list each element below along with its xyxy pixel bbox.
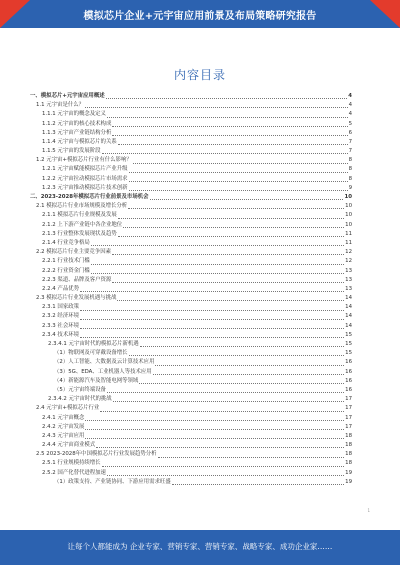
toc-dot-leader [91, 264, 344, 265]
toc-entry-title: 1.1.1 元宇宙的概念及定义 [42, 111, 106, 118]
toc-entry-title: 2.2.1 行业技术门槛 [42, 258, 90, 265]
toc-dot-leader [91, 273, 344, 274]
toc-entry-title: 2.5 2023-2028年中国模拟芯片行业发展趋势分析 [36, 451, 157, 458]
toc-entry-title: 2.4.3 元宇宙应用 [42, 432, 85, 439]
table-of-contents [30, 92, 352, 487]
toc-entry-page: 12 [345, 249, 352, 256]
toc-entry-page: 9 [348, 184, 352, 191]
toc-entry[interactable] [30, 211, 352, 220]
toc-dot-leader [140, 346, 344, 347]
toc-entry-page: 7 [348, 148, 352, 155]
toc-entry-title: 一、模拟芯片+元宇宙应用概述 [30, 92, 105, 99]
toc-entry[interactable] [30, 230, 352, 239]
toc-entry-page: 11 [345, 230, 352, 237]
toc-entry[interactable] [30, 175, 352, 184]
page-number: 1 [367, 508, 370, 513]
toc-entry-page: 16 [345, 359, 352, 366]
toc-entry-title: （1）政策支持、产业链协同、下游应用需求旺盛 [54, 478, 171, 485]
toc-entry[interactable] [30, 120, 352, 129]
toc-entry[interactable] [30, 248, 352, 257]
toc-entry[interactable] [30, 423, 352, 432]
toc-entry-title: （3）5G、EDA、工业机器人等技术应用 [54, 368, 152, 375]
toc-entry-title: 2.1.1 模拟芯片行业规模及发展 [42, 212, 117, 219]
toc-dot-leader [150, 199, 344, 200]
toc-dot-leader [112, 135, 347, 136]
toc-entry-title: 2.2 模拟芯片行业主要竞争因素 [36, 249, 111, 256]
toc-entry[interactable] [30, 294, 352, 303]
toc-entry[interactable] [30, 331, 352, 340]
toc-entry-page: 17 [345, 405, 352, 412]
toc-dot-leader [100, 411, 344, 412]
toc-entry[interactable] [30, 92, 352, 101]
toc-dot-leader [139, 383, 344, 384]
toc-dot-leader [112, 254, 344, 255]
toc-dot-leader [172, 484, 345, 485]
toc-entry-title: 2.3.4 技术环境 [42, 331, 79, 338]
toc-entry-page: 12 [345, 258, 352, 265]
toc-entry[interactable] [30, 404, 352, 413]
toc-dot-leader [102, 466, 345, 467]
toc-dot-leader [133, 163, 348, 164]
toc-entry-page: 19 [345, 469, 352, 476]
toc-entry-title: （5）元宇宙终端设备 [54, 386, 106, 393]
toc-entry-title: 2.3.2 经济环境 [42, 313, 79, 320]
toc-entry-title: 1.2.1 元宇宙赋能模拟芯片产业升级 [42, 166, 128, 173]
toc-entry[interactable] [30, 303, 352, 312]
toc-dot-leader [153, 374, 344, 375]
toc-entry[interactable] [30, 101, 352, 110]
toc-entry[interactable] [30, 460, 352, 469]
toc-entry-title: （2）人工智能、大数据及云计算技术应用 [54, 359, 155, 366]
report-title: 模拟芯片企业+元宇宙应用前景及布局策略研究报告 [83, 11, 317, 22]
toc-entry-page: 4 [348, 111, 352, 118]
toc-entry[interactable] [30, 156, 352, 165]
toc-entry-title: 1.1.3 元宇宙产业链结构分析 [42, 129, 112, 136]
toc-entry[interactable] [30, 110, 352, 119]
toc-entry[interactable] [30, 395, 352, 404]
toc-entry-title: 2.1.2 上下游产业链中各企业地位 [42, 221, 123, 228]
toc-dot-leader [118, 236, 344, 237]
toc-entry-page: 15 [345, 331, 352, 338]
toc-entry[interactable] [30, 432, 352, 441]
toc-entry[interactable] [30, 469, 352, 478]
toc-entry-page: 4 [348, 92, 352, 99]
toc-entry-page: 18 [345, 432, 352, 439]
toc-entry-title: 2.3 模拟芯片行业发展机遇与挑战 [36, 295, 117, 302]
toc-entry-page: 18 [345, 451, 352, 458]
toc-entry-page: 8 [348, 157, 352, 164]
toc-dot-leader [85, 420, 344, 421]
toc-dot-leader [85, 107, 348, 108]
toc-entry-page: 14 [345, 304, 352, 311]
toc-dot-leader [129, 355, 345, 356]
toc-entry-title: 1.1.5 元宇宙的发展阶段 [42, 148, 101, 155]
toc-entry-title: 二、2023-2028年模拟芯片行业前景及市场机会 [30, 194, 149, 201]
toc-entry[interactable] [30, 368, 352, 377]
toc-entry-title: 2.3.4.1 元宇宙时代的模拟芯片新机遇 [48, 341, 139, 348]
toc-entry-title: （4）新能源汽车及智能电网等领域 [54, 377, 139, 384]
toc-entry-page: 6 [348, 129, 352, 136]
toc-entry-page: 5 [348, 120, 352, 127]
toc-dot-leader [128, 208, 344, 209]
footer-slogan: 让每个人都能成为 企业专家、营销专家、营销专家、战略专家、成功企业家…… [67, 542, 333, 551]
toc-dot-leader [129, 190, 348, 191]
toc-dot-leader [80, 291, 344, 292]
toc-entry[interactable] [30, 358, 352, 367]
toc-dot-leader [113, 401, 344, 402]
toc-entry-title: 2.2.2 行业资金门槛 [42, 267, 90, 274]
toc-entry-title: 1.2.2 元宇宙拉动模拟芯片市场需求 [42, 175, 128, 182]
toc-dot-leader [129, 181, 348, 182]
toc-entry-page: 18 [345, 442, 352, 449]
toc-heading: 内容目录 [173, 68, 226, 82]
toc-dot-leader [112, 282, 344, 283]
toc-entry[interactable] [30, 166, 352, 175]
toc-entry-page: 10 [345, 203, 352, 210]
toc-dot-leader [107, 117, 348, 118]
toc-entry-page: 10 [345, 212, 352, 219]
toc-dot-leader [80, 337, 344, 338]
toc-entry[interactable] [30, 340, 352, 349]
report-header-banner [0, 0, 400, 28]
toc-entry-page: 13 [345, 285, 352, 292]
toc-dot-leader [85, 429, 344, 430]
toc-entry-title: 2.3.1 国家政策 [42, 304, 79, 311]
toc-entry-page: 18 [345, 460, 352, 467]
toc-entry-page: 16 [345, 368, 352, 375]
toc-dot-leader [118, 144, 348, 145]
toc-entry-title: 2.4.2 元宇宙发展 [42, 423, 85, 430]
toc-dot-leader [96, 447, 344, 448]
toc-entry-page: 8 [348, 175, 352, 182]
toc-entry-title: 2.5.1 行业规模持续增长 [42, 460, 101, 467]
toc-entry-title: 2.5.2 国产化替代进程加速 [42, 469, 106, 476]
toc-entry[interactable] [30, 414, 352, 423]
toc-entry-title: 2.3.3 社会环境 [42, 322, 79, 329]
toc-entry-title: 2.2.3 渠道、品牌及客户资源 [42, 276, 112, 283]
toc-entry[interactable] [30, 221, 352, 230]
toc-dot-leader [155, 365, 344, 366]
toc-entry-page: 17 [345, 423, 352, 430]
toc-entry-page: 15 [345, 341, 352, 348]
toc-entry-page: 19 [345, 478, 352, 485]
toc-dot-leader [106, 98, 348, 99]
toc-dot-leader [118, 218, 344, 219]
toc-entry-title: 1.2.3 元宇宙推动模拟芯片技术创新 [42, 184, 128, 191]
toc-entry-page: 11 [345, 239, 352, 246]
toc-entry[interactable] [30, 129, 352, 138]
toc-entry-page: 7 [348, 138, 352, 145]
toc-entry[interactable] [30, 386, 352, 395]
toc-entry[interactable] [30, 202, 352, 211]
toc-entry-title: 2.4.4 元宇宙商业模式 [42, 442, 96, 449]
toc-entry[interactable] [30, 267, 352, 276]
toc-entry-page: 4 [348, 102, 352, 109]
toc-entry-title: 2.1 模拟芯片行业市场规模及增长分析 [36, 203, 128, 210]
toc-entry[interactable] [30, 147, 352, 156]
toc-dot-leader [107, 392, 344, 393]
toc-dot-leader [102, 153, 348, 154]
toc-entry-page: 10 [344, 194, 352, 201]
toc-entry-page: 14 [345, 313, 352, 320]
toc-entry-title: 1.2 元宇宙+模拟芯片行业有什么影响？ [36, 157, 132, 164]
toc-entry-title: 2.4 元宇宙+模拟芯片行业 [36, 405, 100, 412]
toc-dot-leader [112, 126, 347, 127]
toc-entry-page: 16 [345, 386, 352, 393]
toc-entry[interactable] [30, 349, 352, 358]
toc-entry[interactable] [30, 450, 352, 459]
toc-entry-title: 1.1.4 元宇宙与模拟芯片的关系 [42, 138, 117, 145]
toc-entry[interactable] [30, 441, 352, 450]
toc-dot-leader [80, 310, 344, 311]
toc-entry[interactable] [30, 285, 352, 294]
toc-dot-leader [129, 172, 348, 173]
toc-entry[interactable] [30, 377, 352, 386]
toc-entry-title: （1）物联网及可穿戴设备增长 [54, 350, 128, 357]
toc-entry-page: 15 [345, 350, 352, 357]
toc-entry-page: 17 [345, 396, 352, 403]
toc-entry-title: 2.1.3 行业整体发展现状及趋势 [42, 230, 117, 237]
toc-entry-title: 1.1 元宇宙是什么？ [36, 102, 85, 109]
footer-banner [0, 530, 400, 565]
toc-entry[interactable] [30, 322, 352, 331]
toc-entry[interactable] [30, 478, 352, 487]
toc-dot-leader [117, 300, 344, 301]
toc-entry-page: 10 [345, 221, 352, 228]
toc-dot-leader [85, 438, 344, 439]
toc-entry-title: 2.2.4 产品优势 [42, 285, 79, 292]
toc-entry-title: 2.4.1 元宇宙概念 [42, 414, 85, 421]
toc-entry-page: 16 [345, 377, 352, 384]
toc-entry-page: 17 [345, 414, 352, 421]
toc-entry[interactable] [30, 138, 352, 147]
toc-entry-title: 2.1.4 行业竞争格局 [42, 239, 90, 246]
toc-dot-leader [123, 227, 344, 228]
toc-entry-title: 2.3.4.2 元宇宙时代的挑战 [48, 396, 112, 403]
toc-entry[interactable] [30, 257, 352, 266]
toc-entry[interactable] [30, 193, 352, 202]
toc-entry-page: 13 [345, 276, 352, 283]
toc-dot-leader [80, 319, 344, 320]
toc-entry-page: 13 [345, 267, 352, 274]
toc-entry-page: 14 [345, 295, 352, 302]
toc-entry[interactable] [30, 276, 352, 285]
toc-entry-title: 1.1.2 元宇宙的核心技术构成 [42, 120, 112, 127]
toc-entry-page: 8 [348, 166, 352, 173]
toc-entry[interactable] [30, 184, 352, 193]
toc-dot-leader [107, 475, 344, 476]
toc-dot-leader [80, 328, 344, 329]
toc-entry-page: 14 [345, 322, 352, 329]
toc-entry[interactable] [30, 313, 352, 322]
toc-dot-leader [158, 457, 345, 458]
toc-dot-leader [91, 245, 344, 246]
toc-entry[interactable] [30, 239, 352, 248]
